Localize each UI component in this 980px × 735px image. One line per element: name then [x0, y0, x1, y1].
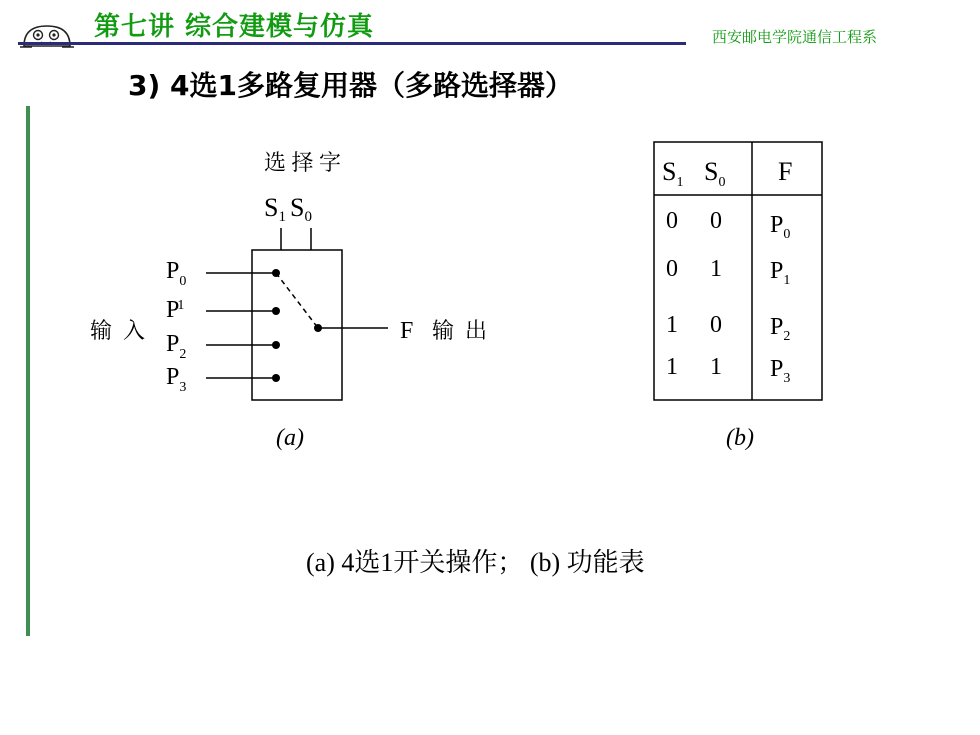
- svg-text:P1: [166, 297, 184, 323]
- diagram-caption-a: (a): [276, 425, 304, 451]
- row2-f: P: [770, 314, 784, 340]
- table-caption-b: (b): [726, 425, 754, 451]
- table-header-s1: S: [662, 157, 677, 186]
- input-p3: P: [166, 364, 180, 390]
- row0-s1: 0: [666, 208, 678, 234]
- left-accent-bar: [26, 106, 30, 636]
- row3-f: P: [770, 356, 784, 382]
- input-p0: P: [166, 258, 180, 284]
- s1-label: S: [264, 193, 279, 222]
- mux-switch-diagram: [60, 140, 530, 460]
- svg-text:P0: [166, 258, 186, 289]
- input-p3-sub: 3: [179, 380, 187, 395]
- svg-text:P2: [166, 331, 186, 362]
- select-word-label: 选 择 字: [264, 150, 342, 175]
- output-label: 输 出: [432, 318, 488, 343]
- input-contact-3: [272, 374, 280, 382]
- row0-s0: 0: [710, 208, 722, 234]
- figure-caption: (a) 4选1开关操作； (b) 功能表: [306, 548, 645, 577]
- school-name: 西安邮电学院通信工程系: [712, 28, 878, 46]
- header-rule: [18, 42, 686, 45]
- input-p0-sub: 0: [179, 274, 187, 289]
- input-p1-sub: 1: [177, 298, 185, 313]
- slide-title: 3) 4选1多路复用器（多路选择器）: [128, 69, 573, 102]
- row1-s1: 0: [666, 256, 678, 282]
- input-p1: P: [166, 297, 180, 323]
- row3-s1: 1: [666, 354, 678, 380]
- row0-f: P: [770, 212, 784, 238]
- input-contact-1: [272, 307, 280, 315]
- svg-text:P3: $P_3$: [770, 356, 791, 386]
- row3-s0: 1: [710, 354, 722, 380]
- input-label: 输 入: [90, 318, 146, 343]
- svg-text:S1S0: [264, 193, 312, 225]
- input-contact-2: [272, 341, 280, 349]
- s0-label: S: [289, 193, 305, 222]
- s0-sub: 0: [304, 209, 312, 225]
- svg-text:P3: [166, 364, 186, 395]
- table-header-s0: S: [704, 157, 719, 186]
- row2-s1: 1: [666, 312, 678, 338]
- input-p2: P: [166, 331, 180, 357]
- function-table: [640, 140, 840, 460]
- svg-text:S0: $S_0$: [704, 157, 726, 190]
- switch-arm: [276, 273, 318, 328]
- svg-text:P2: $P_2$: [770, 314, 791, 344]
- row1-s0: 1: [710, 256, 722, 282]
- svg-text:P1: $P_1$: [770, 258, 791, 288]
- svg-text:P0: $P_0$: [770, 212, 791, 242]
- svg-text:S1: $S_1$: [662, 157, 684, 190]
- s1-sub: 1: [278, 209, 286, 225]
- row1-f: P: [770, 258, 784, 284]
- row2-s0: 0: [710, 312, 722, 338]
- lecture-title: 第七讲 综合建模与仿真: [94, 12, 375, 42]
- output-name: F: [400, 318, 414, 344]
- table-header-f: F: [778, 157, 793, 186]
- input-p2-sub: 2: [179, 347, 187, 362]
